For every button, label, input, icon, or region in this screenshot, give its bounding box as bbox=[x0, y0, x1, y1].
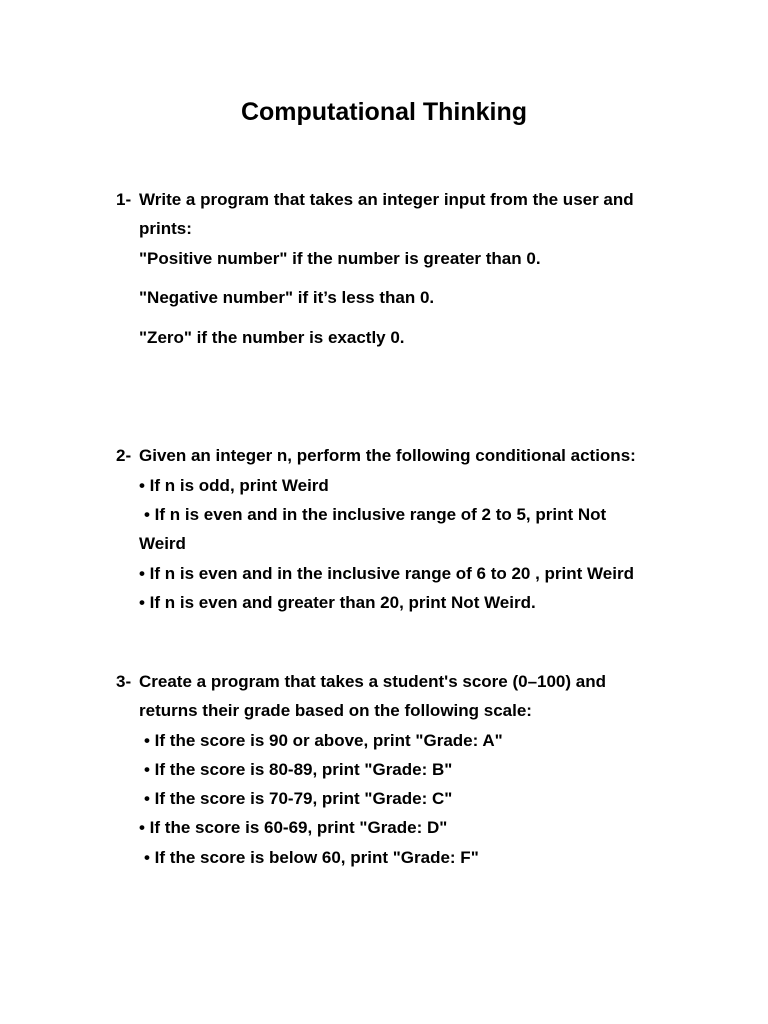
question-1-line-3: "Positive number" if the number is greater than 0. bbox=[139, 249, 541, 268]
question-1-line-5: "Zero" if the number is exactly 0. bbox=[139, 328, 405, 347]
question-2-bullet-1: • If n is odd, print Weird bbox=[139, 476, 329, 495]
question-1-line-4: "Negative number" if it’s less than 0. bbox=[139, 288, 435, 307]
question-2-bullet-3: • If n is even and in the inclusive range of 6 to 20 , print Weird bbox=[139, 564, 634, 583]
question-2-bullet-2: • If n is even and in the inclusive range of 2 to 5, print Not bbox=[144, 505, 607, 524]
question-2-bullet-4: • If n is even and greater than 20, print Not Weird. bbox=[139, 593, 536, 612]
question-1-number: 1- bbox=[116, 190, 132, 209]
question-2-bullet-2-cont: Weird bbox=[139, 534, 186, 553]
page-title: Computational Thinking bbox=[240, 98, 528, 126]
question-3-bullet-1: • If the score is 90 or above, print "Grade: A" bbox=[144, 731, 503, 750]
question-2-line-1: Given an integer n, perform the following conditional actions: bbox=[139, 446, 636, 465]
question-3-bullet-4: • If the score is 60-69, print "Grade: D" bbox=[139, 818, 448, 837]
question-1-line-1: Write a program that takes an integer input from the user and bbox=[139, 190, 634, 209]
question-3-number: 3- bbox=[116, 672, 132, 691]
question-3-line-1: Create a program that takes a student's score (0–100) and bbox=[139, 672, 606, 691]
question-3-bullet-2: • If the score is 80-89, print "Grade: B" bbox=[144, 760, 453, 779]
question-3-line-2: returns their grade based on the following scale: bbox=[139, 701, 532, 720]
question-2-number: 2- bbox=[116, 446, 132, 465]
question-1-line-2: prints: bbox=[139, 219, 192, 238]
question-3-bullet-3: • If the score is 70-79, print "Grade: C" bbox=[144, 789, 453, 808]
question-3-bullet-5: • If the score is below 60, print "Grade: F" bbox=[144, 848, 479, 867]
